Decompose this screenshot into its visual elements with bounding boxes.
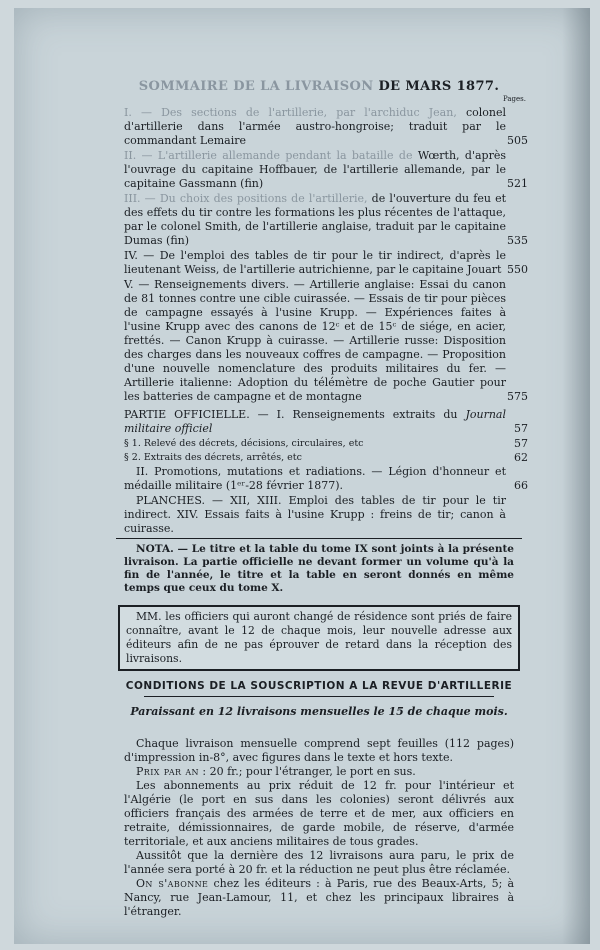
official-sub-text: § 2. Extraits des décrets, arrêtés, etc [124,452,302,463]
official-sub-entry [124,451,528,464]
conditions-paragraph: Chaque livraison mensuelle comprend sept feuilles (112 pages) d'impression in-8°, avec figures dans le texte et hors texte. [124,737,514,764]
toc-entry-text: de l'ouverture du feu et des effets du tir contre les formations les plus récentes de l'attaque, par le colonel Smith, de l'artillerie anglaise, traduit par le capitaine Dumas (fin) [124,192,506,247]
conditions-paragraph [124,877,514,919]
journal-name: Journal militaire officiel [124,408,506,435]
official-entry-text: II. Promotions, mutations et radiations. — Légion d'honneur et médaille militaire (1ᵉʳ-28 février 1877). [124,465,506,492]
toc-entry [124,106,528,148]
toc-entry-faded: II. — L'artillerie allemande pendant la bataille de [124,149,413,162]
page-title [124,80,514,94]
planches-entry [124,494,514,536]
price-label: Prix par an [136,765,199,778]
conditions-subtitle: Paraissant en 12 livraisons mensuelles le 15 de chaque mois. [130,705,508,718]
toc-entry [124,149,528,191]
toc-entry-faded: I. — Des sections de l'artillerie, par l'archiduc Jean, [124,106,457,119]
official-sub-text: § 1. Relevé des décrets, décisions, circulaires, etc [124,438,364,449]
price-text: : 20 fr.; pour l'étranger, le port en sus. [198,765,416,778]
toc-entry [124,249,528,277]
pages-label: Pages. [502,95,526,103]
toc-entry-text: IV. — De l'emploi des tables de tir pour le tir indirect, d'après le lieutenant Weiss, de l'artillerie autrichienne, par le capitaine Jouart [124,249,506,276]
toc-page-number: 57 [514,437,528,450]
title-faded: SOMMAIRE DE LA LIVRAISON [138,79,374,94]
toc-entry-text: V. — Renseignements divers. — Artillerie anglaise: Essai du canon de 81 tonnes contre une cible cuirassée. — Essais de tir pour pièces de campagne essayés à l'usine Krupp. — Expériences faites à l'usine Krupp avec des canons de 12ᶜ et de 15ᶜ de siége, en acier, frettés. — Canon Krupp à cuirasse. — Artillerie russe: Disposition des charges dans les nouveaux coffres de campagne. — Proposition d'une nouvelle nomenclature des produits militaires du fer. — Artillerie italienne: Adoption du télémètre de poche Gautier pour les batteries de campagne et de montagne [124,278,506,403]
official-sub-entry [124,437,528,450]
divider [116,538,522,539]
page-content [124,79,528,919]
toc-page-number: 66 [514,479,528,492]
toc-page-number: 575 [507,390,528,403]
nota-note: NOTA. — Le titre et la table du tome IX sont joints à la présente livraison. La partie officielle ne devant former un volume qu'à la fin de l'année, le titre et la table en seront donnés en même temps que ceux du tome X. [124,543,514,594]
conditions-title: CONDITIONS DE LA SOUSCRIPTION A LA REVUE D'ARTILLERIE [125,680,513,692]
toc-page-number: 57 [514,422,528,435]
conditions-paragraph: Aussitôt que la dernière des 12 livraisons aura paru, le prix de l'année sera porté à 20 fr. et la réduction ne peut plus être réclamée. [124,849,514,876]
document-page [14,8,590,944]
official-section [124,408,528,436]
address-notice-box: MM. les officiers qui auront changé de résidence sont priés de faire connaître, avant le 12 de chaque mois, leur nouvelle adresse aux éditeurs afin de ne pas éprouver de retard dans la réception des livraisons. [118,605,520,671]
official-heading: PARTIE OFFICIELLE. — I. Renseignements extraits du [124,408,466,421]
conditions-paragraph: Les abonnements au prix réduit de 12 fr. pour l'intérieur et l'Algérie (le port en sus dans les colonies) seront délivrés aux officiers français des armées de terre et de mer, aux officiers en retraite, démissionnaires, de garde mobile, de réserve, d'armée territoriale, et aux anciens militaires de tous grades. [124,779,514,848]
toc-page-number: 550 [507,263,528,276]
subscribe-label: On s'abonne [136,877,209,890]
subscribe-text: chez les éditeurs : à Paris, rue des Beaux-Arts, 5; à Nancy, rue Jean-Lamour, 11, et chez les principaux libraires à l'étranger. [124,877,515,918]
toc-entry-text: colonel d'artillerie dans l'armée austro-hongroise; traduit par le commandant Lemaire [124,106,506,147]
toc-page-number: 62 [514,451,528,464]
divider [144,696,494,697]
toc-entry-text: Wœrth, d'après l'ouvrage du capitaine Hoffbauer, de l'artillerie allemande, par le capitaine Gassmann (fin) [124,149,506,190]
toc-page-number: 521 [507,177,528,190]
toc-entry [124,278,528,404]
planches-text: PLANCHES. — XII, XIII. Emploi des tables de tir pour le tir indirect. XIV. Essais faits à l'usine Krupp : freins de tir; canon à cuirasse. [124,494,506,535]
official-entry [124,465,528,493]
title-main: DE MARS 1877. [378,79,500,94]
conditions-paragraph [124,765,514,779]
toc-entry-faded: III. — Du choix des positions de l'artillerie, [124,192,368,205]
toc-page-number: 535 [507,234,528,247]
toc-entry [124,192,528,248]
toc-page-number: 505 [507,134,528,147]
